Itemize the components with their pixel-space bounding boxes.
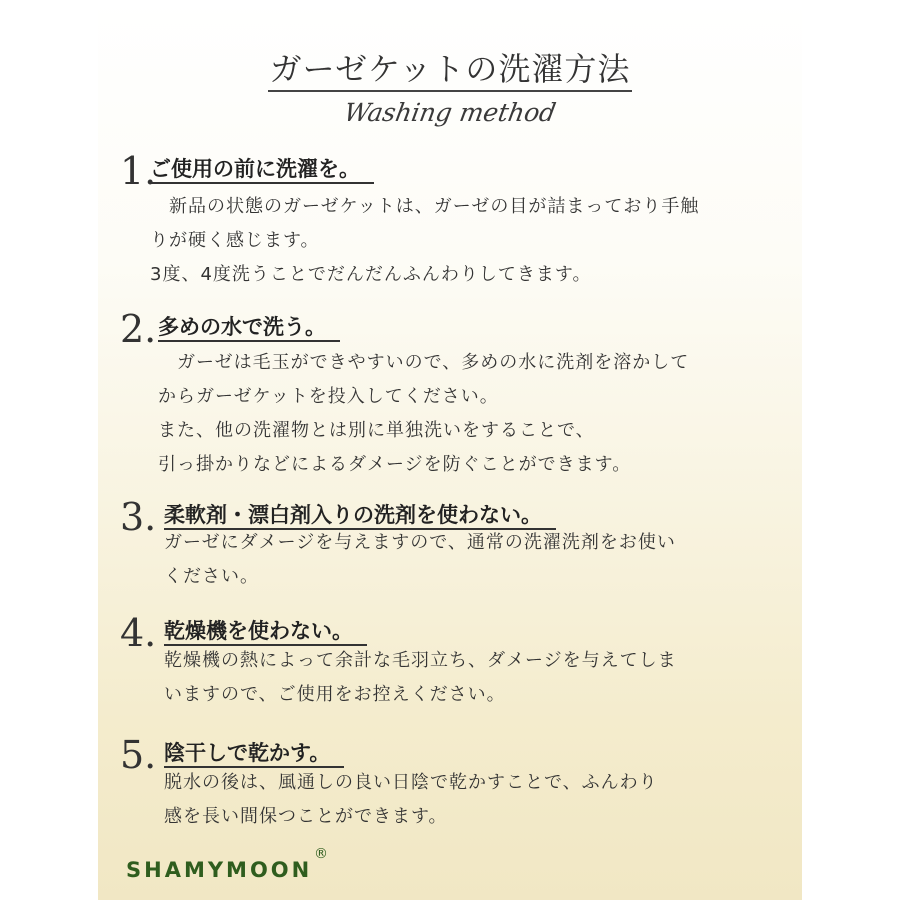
- section-body: [164, 644, 677, 712]
- section-number: 2.: [120, 307, 157, 351]
- body-line: りが硬く感じます。: [150, 230, 320, 251]
- body-line: 新品の状態のガーゼケットは、ガーゼの目が詰まっており手触: [150, 196, 700, 217]
- body-line: 乾燥機の熱によって余計な毛羽立ち、ダメージを与えてしま: [164, 650, 677, 671]
- section-body: [150, 190, 699, 292]
- section-body: [164, 526, 676, 594]
- section-heading: 多めの水で洗う。: [158, 314, 340, 342]
- section-number: 1.: [120, 149, 157, 193]
- page-title: ガーゼケットの洗濯方法: [0, 44, 900, 90]
- section-body: [158, 346, 689, 482]
- section-body: [164, 766, 658, 834]
- page-subtitle: Washing method: [341, 98, 559, 127]
- body-line: ガーゼにダメージを与えますので、通常の洗濯洗剤をお使い: [164, 532, 676, 553]
- registered-mark: ®: [314, 846, 328, 862]
- body-line: いますので、ご使用をお控えください。: [164, 684, 506, 705]
- brand-logo: SHAMYMOON: [126, 858, 313, 882]
- section-number: 3.: [120, 495, 157, 539]
- body-line: 脱水の後は、風通しの良い日陰で乾かすことで、ふんわり: [164, 772, 658, 793]
- section-heading: 乾燥機を使わない。: [164, 618, 367, 646]
- section-number: 4.: [120, 611, 157, 655]
- body-line: からガーゼケットを投入してください。: [158, 386, 499, 407]
- section-heading: 陰干しで乾かす。: [164, 740, 344, 768]
- body-line: 3度、4度洗うことでだんだんふんわりしてきます。: [150, 264, 592, 285]
- body-line: 感を長い間保つことができます。: [164, 806, 448, 827]
- section-heading: ご使用の前に洗濯を。: [150, 156, 374, 184]
- body-line: ガーゼは毛玉ができやすいので、多めの水に洗剤を溶かして: [158, 352, 690, 373]
- body-line: ください。: [164, 566, 259, 587]
- body-line: 引っ掛かりなどによるダメージを防ぐことができます。: [158, 454, 632, 475]
- body-line: また、他の洗濯物とは別に単独洗いをすることで、: [158, 420, 595, 441]
- section-heading: 柔軟剤・漂白剤入りの洗剤を使わない。: [164, 502, 556, 530]
- section-number: 5.: [120, 733, 157, 777]
